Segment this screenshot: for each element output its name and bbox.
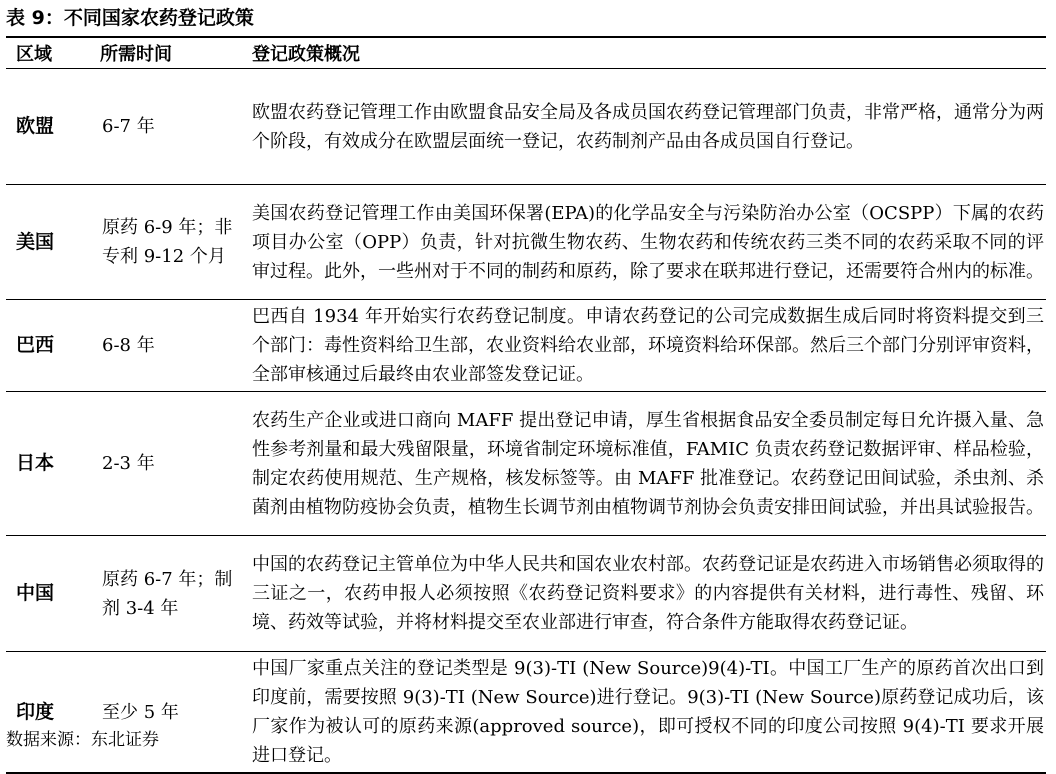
table-row-china	[6, 536, 1046, 652]
time-cell: 原药 6-7 年；制剂 3-4 年	[90, 536, 240, 652]
table-row-eu	[6, 69, 1046, 185]
region-cell: 印度	[6, 652, 90, 774]
table-row-brazil	[6, 300, 1046, 392]
time-cell: 原药 6-9 年；非专利 9-12 个月	[90, 185, 240, 300]
region-cell: 日本	[6, 392, 90, 536]
header-policy: 登记政策概况	[240, 37, 1046, 69]
data-source-note: 数据来源：东北证券	[6, 730, 159, 750]
region-cell: 美国	[6, 185, 90, 300]
table-title: 表 9：不同国家农药登记政策	[6, 7, 254, 29]
time-cell: 至少 5 年	[90, 652, 240, 774]
time-cell: 6-8 年	[90, 300, 240, 392]
region-cell: 巴西	[6, 300, 90, 392]
header-time: 所需时间	[90, 37, 240, 69]
table-row-india	[6, 652, 1046, 774]
policy-cell: 美国农药登记管理工作由美国环保署(EPA)的化学品安全与污染防治办公室（OCSPP）下属的农药项目办公室（OPP）负责，针对抗微生物农药、生物农药和传统农药三类不同的农药采取不同的评审过程。此外，一些州对于不同的制药和原药，除了要求在联邦进行登记，还需要符合州内的标准。	[240, 185, 1046, 300]
header-region: 区域	[6, 37, 90, 69]
registration-policy-table	[6, 36, 1046, 774]
region-cell: 中国	[6, 536, 90, 652]
time-cell: 2-3 年	[90, 392, 240, 536]
policy-cell: 中国厂家重点关注的登记类型是 9(3)-TI (New Source)9(4)-TI。中国工厂生产的原药首次出口到印度前，需要按照 9(3)-TI (New Source)进行登记。9(3)-TI (New Source)原药登记成功后，该厂家作为被认可的原药来源(approved source)，即可授权不同的印度公司按照 9(4)-TI 要求开展进口登记。	[240, 652, 1046, 774]
policy-cell: 农药生产企业或进口商向 MAFF 提出登记申请，厚生省根据食品安全委员制定每日允许摄入量、急性参考剂量和最大残留限量，环境省制定环境标准值，FAMIC 负责农药登记数据评审、样品检验，制定农药使用规范、生产规格，核发标签等。由 MAFF 批准登记。农药登记田间试验，杀虫剂、杀菌剂由植物防疫协会负责，植物生长调节剂由植物调节剂协会负责安排田间试验，并出具试验报告。	[240, 392, 1046, 536]
policy-cell: 欧盟农药登记管理工作由欧盟食品安全局及各成员国农药登记管理部门负责，非常严格，通常分为两个阶段，有效成分在欧盟层面统一登记，农药制剂产品由各成员国自行登记。	[252, 101, 1044, 152]
region-cell: 欧盟	[16, 115, 55, 137]
table-row-japan	[6, 392, 1046, 536]
table-header-row	[6, 37, 1046, 69]
table-row-us	[6, 185, 1046, 300]
time-cell: 6-7 年	[102, 116, 155, 137]
policy-cell: 中国的农药登记主管单位为中华人民共和国农业农村部。农药登记证是农药进入市场销售必须取得的三证之一，农药申报人必须按照《农药登记资料要求》的内容提供有关材料，进行毒性、残留、环境、药效等试验，并将材料提交至农业部进行审查，符合条件方能取得农药登记证。	[240, 536, 1046, 652]
policy-cell: 巴西自 1934 年开始实行农药登记制度。申请农药登记的公司完成数据生成后同时将资料提交到三个部门：毒性资料给卫生部，农业资料给农业部，环境资料给环保部。然后三个部门分别评审资料，全部审核通过后最终由农业部签发登记证。	[240, 300, 1046, 392]
